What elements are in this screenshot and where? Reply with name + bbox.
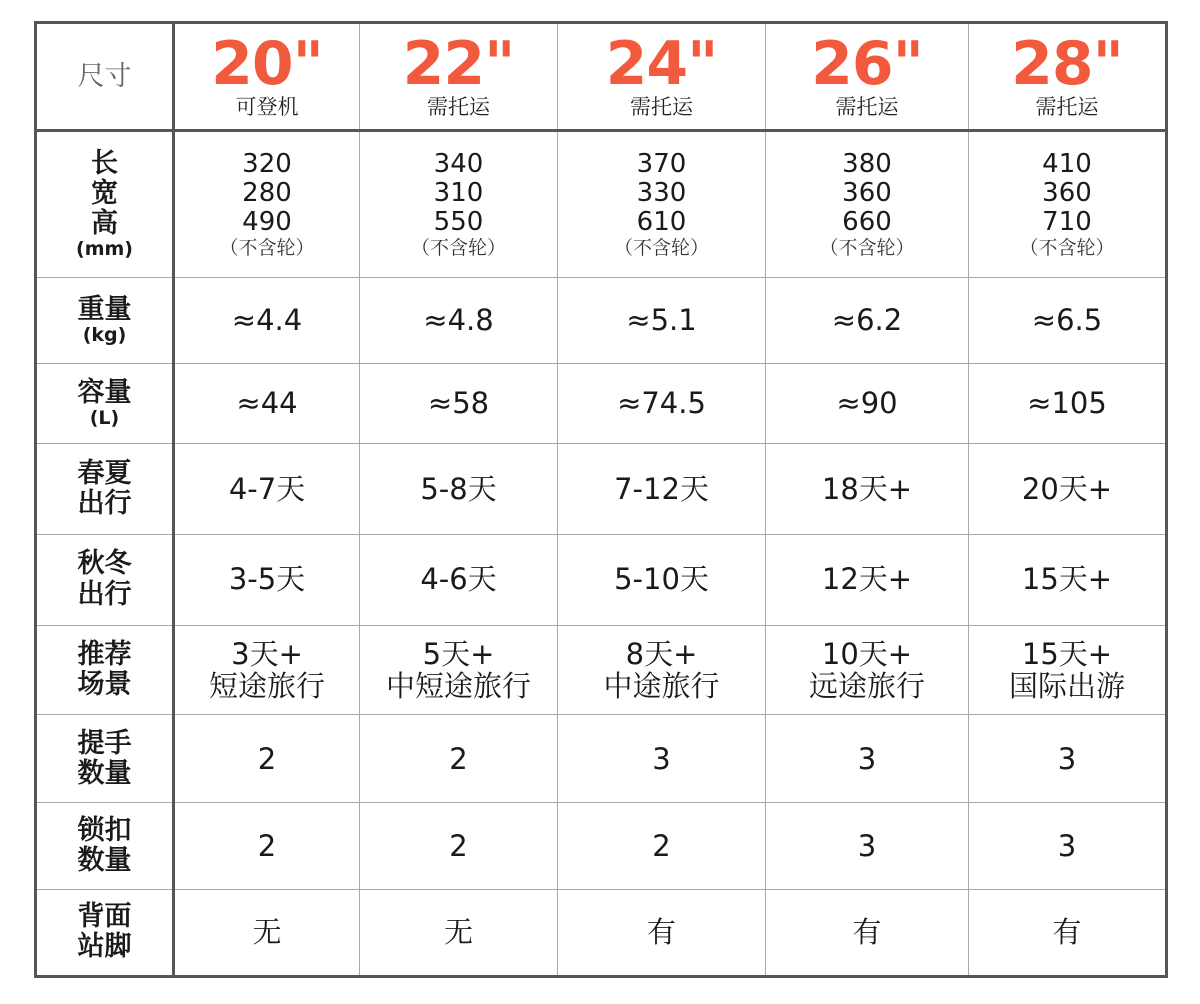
weight-row — [36, 277, 1167, 363]
spring-summer-days: 5-8天 — [360, 444, 558, 534]
back-stand-row — [36, 889, 1167, 976]
size-note: 需托运 — [1035, 94, 1099, 119]
spring-summer-days: 18天+ — [766, 444, 969, 534]
size-header-28 — [969, 23, 1167, 131]
spring-summer-days: 4-7天 — [174, 444, 360, 534]
dimensions-cell — [360, 131, 558, 277]
back-stand-value: 有 — [766, 889, 969, 976]
label-line: 秋冬 — [77, 548, 132, 580]
spring-summer-row — [36, 444, 1167, 534]
dimensions-cell — [969, 131, 1167, 277]
scenario-cell — [360, 625, 558, 714]
unit-label: (kg) — [82, 323, 127, 346]
length-value: 340 — [433, 149, 484, 180]
size-note: 需托运 — [427, 94, 490, 119]
autumn-winter-days: 3-5天 — [174, 534, 360, 625]
dimensions-row — [36, 131, 1167, 277]
scenario-desc: 中途旅行 — [603, 668, 720, 703]
scenario-desc: 国际出游 — [1008, 668, 1125, 703]
scenario-days: 15天+ — [1021, 636, 1113, 671]
size-note: 需托运 — [630, 94, 693, 119]
size-note: 可登机 — [235, 94, 299, 119]
label-line: 出行 — [77, 487, 132, 519]
length-value: 410 — [1042, 149, 1092, 180]
dimension-note: （不含轮） — [819, 236, 915, 259]
spring-summer-days: 20天+ — [969, 444, 1167, 534]
handles-row — [36, 715, 1167, 803]
weight-value: ≈5.1 — [558, 277, 766, 363]
spring-summer-label — [36, 444, 174, 534]
back-stand-value: 无 — [174, 889, 360, 976]
length-value: 380 — [842, 149, 892, 180]
scenario-days: 8天+ — [625, 636, 698, 671]
capacity-value: ≈44 — [174, 364, 360, 444]
autumn-winter-days: 15天+ — [969, 534, 1167, 625]
label-line: 场景 — [77, 668, 132, 700]
locks-count: 2 — [174, 803, 360, 889]
header-row — [36, 23, 1167, 131]
dimension-note: （不含轮） — [1019, 236, 1115, 259]
handles-label — [36, 715, 174, 803]
locks-count: 2 — [360, 803, 558, 889]
label-line: 提手 — [77, 727, 132, 759]
unit-label: (L) — [89, 407, 120, 430]
label-line: 锁扣 — [77, 814, 132, 846]
scenario-days: 10天+ — [821, 636, 913, 671]
size-value: 24" — [605, 28, 718, 99]
scenario-days: 3天+ — [231, 636, 303, 671]
back-stand-value: 有 — [558, 889, 766, 976]
length-value: 370 — [636, 149, 687, 180]
autumn-winter-days: 4-6天 — [360, 534, 558, 625]
scenario-desc: 远途旅行 — [808, 668, 925, 703]
corner-label: 尺寸 — [36, 23, 174, 131]
locks-count: 3 — [969, 803, 1167, 889]
width-value: 330 — [636, 178, 687, 209]
label-line: 春夏 — [77, 457, 132, 489]
locks-count: 2 — [558, 803, 766, 889]
width-value: 310 — [433, 178, 484, 209]
size-header-26 — [766, 23, 969, 131]
weight-value: ≈6.5 — [969, 277, 1167, 363]
capacity-value: ≈58 — [360, 364, 558, 444]
weight-label — [36, 277, 174, 363]
dimensions-label — [36, 131, 174, 277]
weight-value: ≈4.8 — [360, 277, 558, 363]
height-value: 660 — [842, 207, 892, 238]
label-line: 长 — [91, 147, 118, 179]
autumn-winter-row — [36, 534, 1167, 625]
weight-value: ≈6.2 — [766, 277, 969, 363]
height-value: 490 — [242, 207, 292, 238]
dimensions-cell — [766, 131, 969, 277]
handles-count: 3 — [766, 715, 969, 803]
size-value: 20" — [211, 28, 323, 99]
size-note: 需托运 — [835, 94, 899, 119]
size-value: 22" — [402, 28, 515, 99]
size-header-20 — [174, 23, 360, 131]
label-line: 推荐 — [77, 638, 132, 670]
scenario-cell — [558, 625, 766, 714]
length-value: 320 — [242, 149, 292, 180]
capacity-label — [36, 364, 174, 444]
capacity-row — [36, 364, 1167, 444]
handles-count: 3 — [969, 715, 1167, 803]
locks-count: 3 — [766, 803, 969, 889]
label-text: 容量 — [77, 376, 132, 408]
locks-label — [36, 803, 174, 889]
size-header-24 — [558, 23, 766, 131]
dimensions-cell — [558, 131, 766, 277]
dimension-note: （不含轮） — [410, 236, 506, 259]
label-line: 数量 — [77, 757, 132, 789]
scenario-label — [36, 625, 174, 714]
autumn-winter-days: 12天+ — [766, 534, 969, 625]
scenario-cell — [766, 625, 969, 714]
weight-value: ≈4.4 — [174, 277, 360, 363]
dimension-note: （不含轮） — [613, 236, 709, 259]
locks-row — [36, 803, 1167, 889]
capacity-value: ≈90 — [766, 364, 969, 444]
back-stand-value: 有 — [969, 889, 1167, 976]
handles-count: 3 — [558, 715, 766, 803]
label-line: 背面 — [77, 901, 132, 933]
scenario-cell — [174, 625, 360, 714]
handles-count: 2 — [174, 715, 360, 803]
dimension-note: （不含轮） — [219, 236, 315, 259]
size-header-22 — [360, 23, 558, 131]
autumn-winter-days: 5-10天 — [558, 534, 766, 625]
scenario-desc: 中短途旅行 — [385, 668, 531, 703]
width-value: 360 — [842, 178, 892, 209]
label-line: 站脚 — [77, 931, 132, 963]
scenario-desc: 短途旅行 — [208, 668, 325, 703]
width-value: 280 — [242, 178, 292, 209]
height-value: 610 — [636, 207, 687, 238]
label-line: 出行 — [77, 578, 132, 610]
spring-summer-days: 7-12天 — [558, 444, 766, 534]
size-value: 28" — [1011, 28, 1123, 99]
autumn-winter-label — [36, 534, 174, 625]
label-text: 重量 — [77, 293, 132, 325]
back-stand-label — [36, 889, 174, 976]
size-value: 26" — [811, 28, 923, 99]
size-comparison-table — [34, 21, 1168, 978]
scenario-row — [36, 625, 1167, 714]
dimensions-cell — [174, 131, 360, 277]
scenario-days: 5天+ — [422, 636, 495, 671]
scenario-cell — [969, 625, 1167, 714]
height-value: 710 — [1042, 207, 1092, 238]
height-value: 550 — [433, 207, 484, 238]
label-line: 高 — [91, 208, 118, 240]
capacity-value: ≈105 — [969, 364, 1167, 444]
label-line: 数量 — [77, 845, 132, 877]
back-stand-value: 无 — [360, 889, 558, 976]
capacity-value: ≈74.5 — [558, 364, 766, 444]
width-value: 360 — [1042, 178, 1092, 209]
unit-label: (mm) — [76, 238, 133, 261]
label-line: 宽 — [91, 177, 118, 209]
handles-count: 2 — [360, 715, 558, 803]
